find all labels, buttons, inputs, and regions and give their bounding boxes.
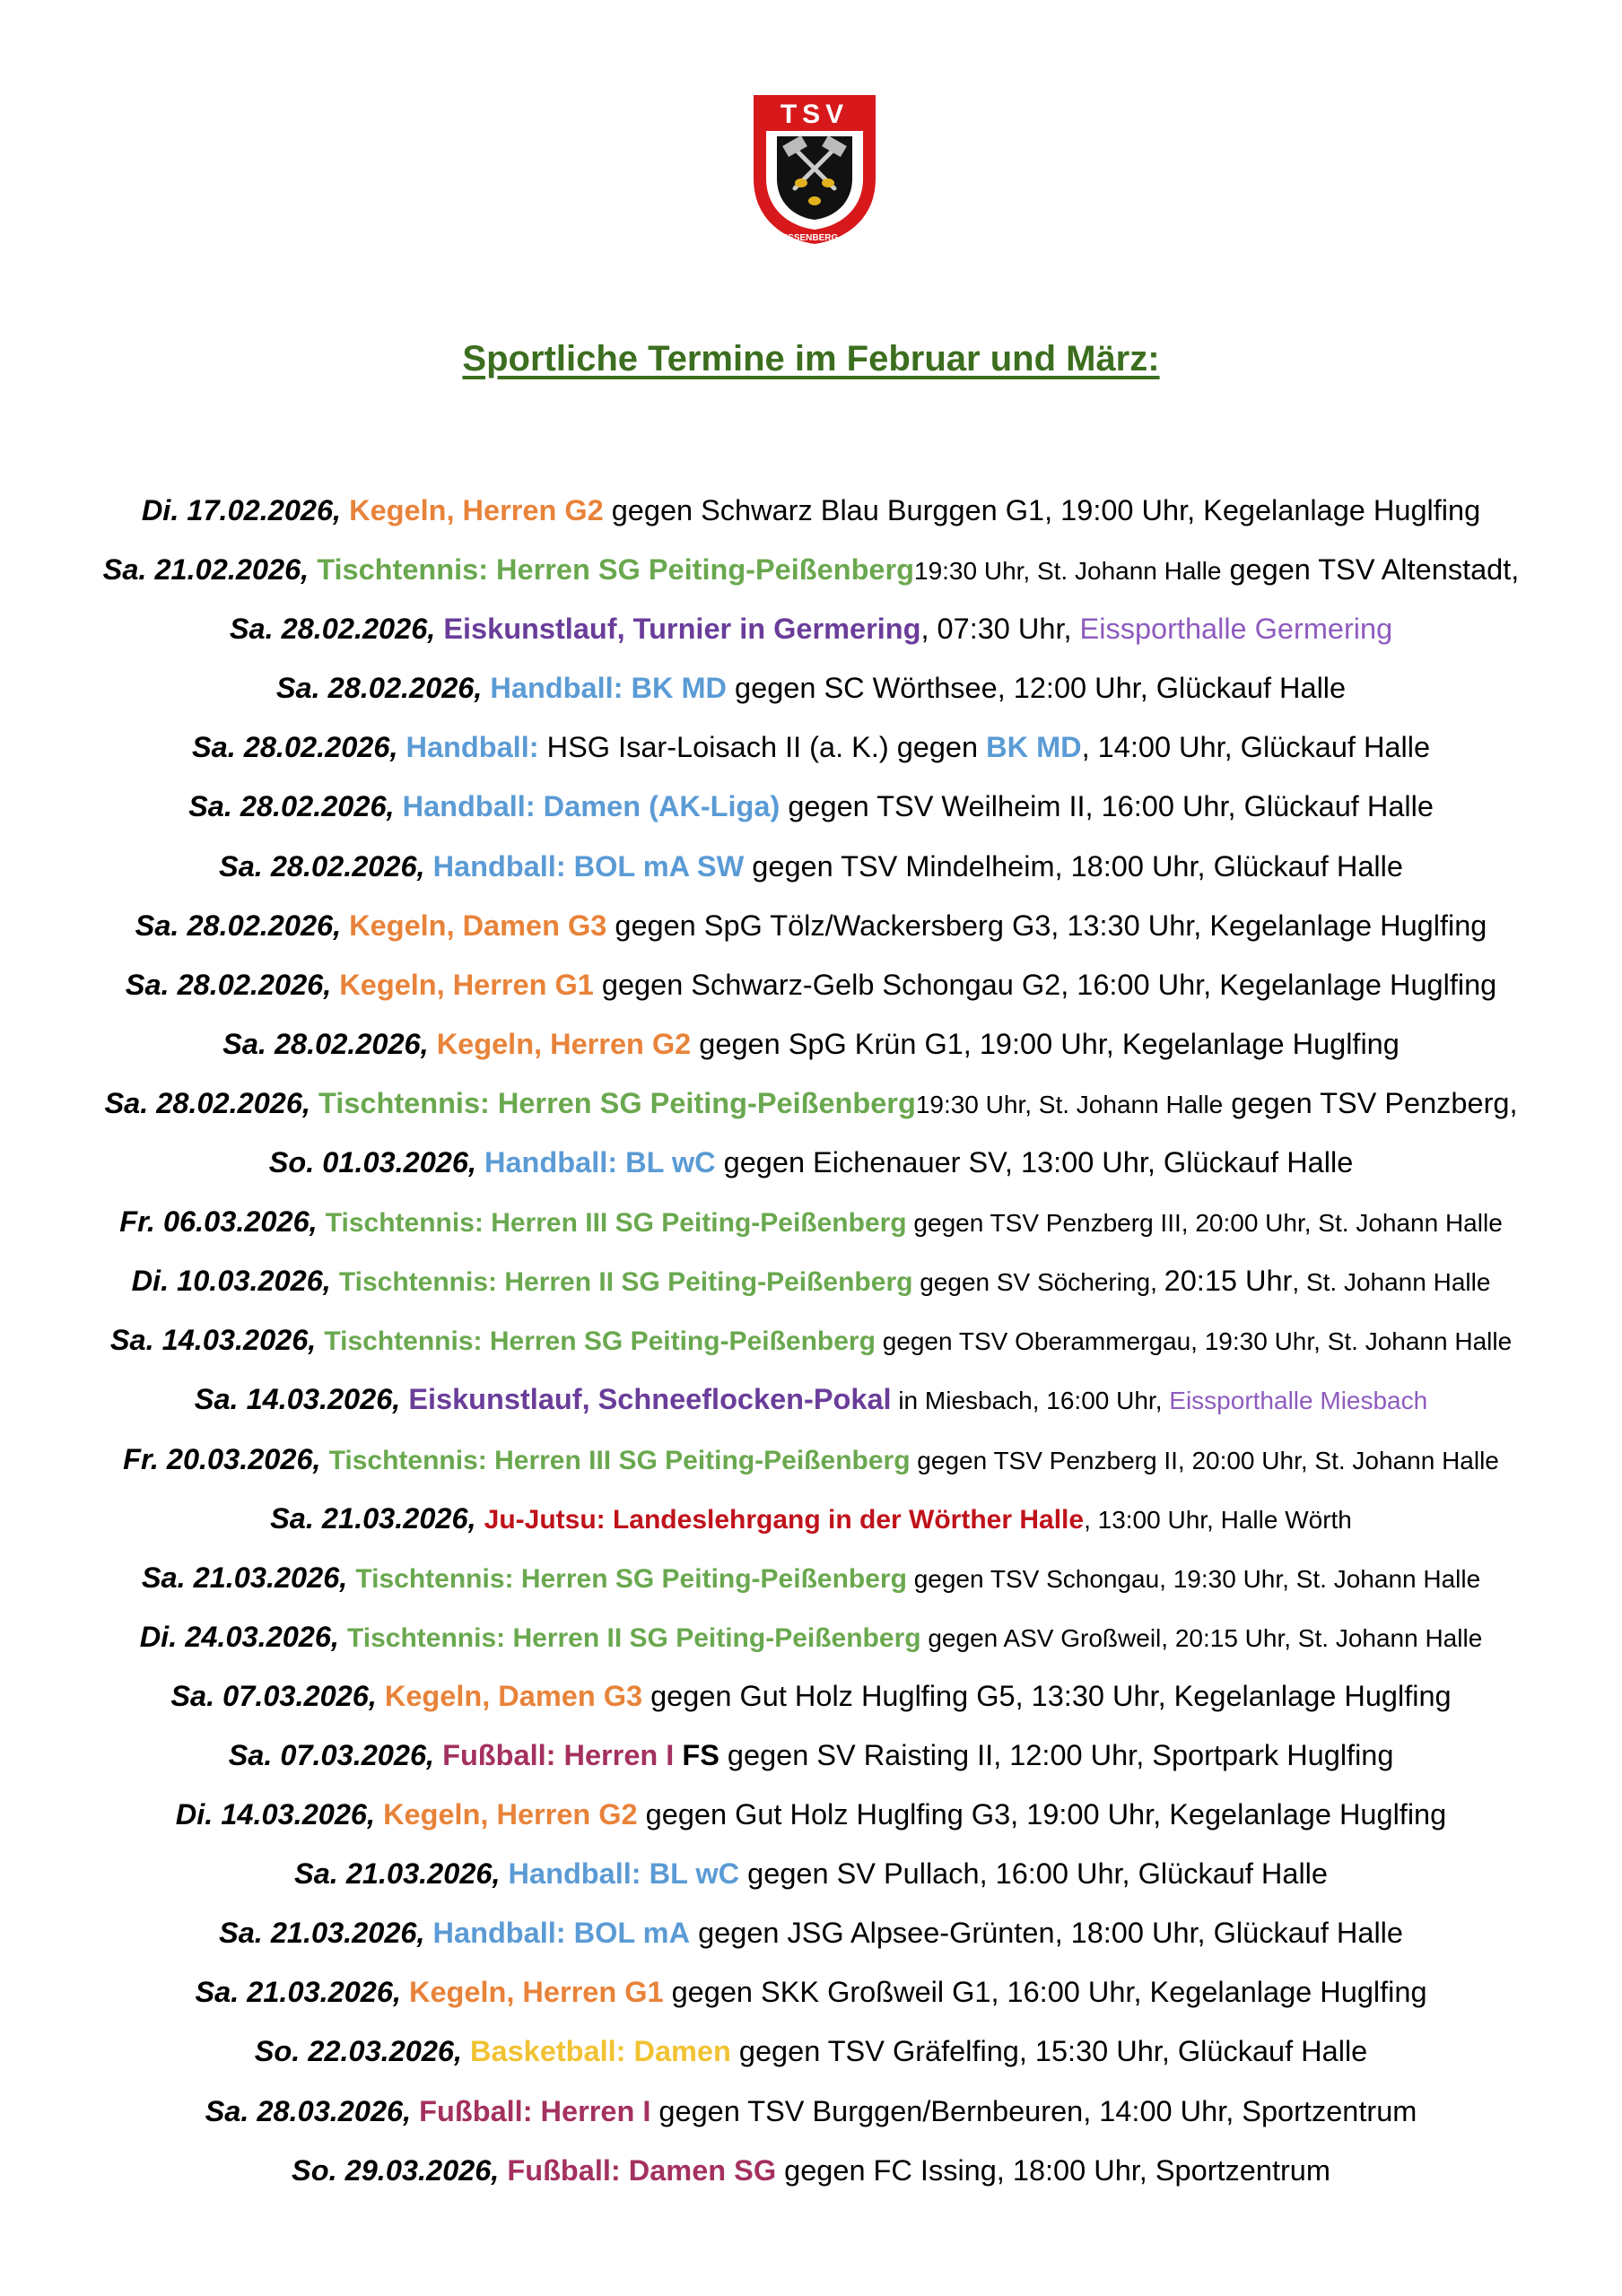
event-details: gegen TSV Schongau, 19:30 Uhr, St. Johann Halle — [906, 1564, 1481, 1593]
event-row — [0, 1734, 1622, 1793]
event-sport: Kegeln, Herren G1 — [339, 968, 594, 1001]
event-row — [0, 1497, 1622, 1556]
event-sport: Handball: — [406, 731, 539, 764]
event-row — [0, 1438, 1622, 1497]
event-details: 19:30 Uhr, St. Johann Halle — [915, 1090, 1224, 1118]
event-date: Sa. 28.03.2026, — [205, 2094, 412, 2127]
logo-ring-text: PEISSENBERG e.V. — [773, 233, 856, 243]
event-row — [0, 1378, 1622, 1437]
event-sport: Kegeln, Herren G2 — [436, 1027, 692, 1060]
event-sport: Ju-Jutsu: Landeslehrgang in der Wörther Halle — [484, 1504, 1085, 1535]
event-venue: Eissporthalle Miesbach — [1169, 1387, 1428, 1415]
event-details: , 07:30 Uhr, — [920, 613, 1080, 646]
event-details: gegen FC Issing, 18:00 Uhr, Sportzentrum — [776, 2153, 1330, 2187]
event-date: Sa. 14.03.2026, — [194, 1383, 401, 1416]
event-row — [0, 1200, 1622, 1259]
event-details: gegen TSV Penzberg III, 20:00 Uhr, St. Johann Halle — [906, 1209, 1503, 1238]
event-date: Sa. 28.02.2026, — [219, 849, 425, 883]
event-date: Sa. 07.03.2026, — [170, 1679, 377, 1712]
event-row — [0, 2090, 1622, 2149]
event-row — [0, 1082, 1622, 1141]
event-row — [0, 2149, 1622, 2208]
event-row — [0, 548, 1622, 607]
event-date: Sa. 21.03.2026, — [294, 1857, 501, 1891]
event-date: Sa. 07.03.2026, — [228, 1738, 435, 1771]
event-row — [0, 666, 1622, 726]
event-row — [0, 1674, 1622, 1734]
event-date: Fr. 06.03.2026, — [119, 1205, 318, 1239]
event-row — [0, 1022, 1622, 1082]
event-row — [0, 1556, 1622, 1615]
event-sport: Handball: BK MD — [490, 672, 728, 705]
event-details: , St. Johann Halle — [1292, 1268, 1491, 1297]
event-details: gegen JSG Alpsee-Grünten, 18:00 Uhr, Glückauf Halle — [690, 1917, 1403, 1950]
event-sport: Tischtennis: Herren SG Peiting-Peißenberg — [355, 1563, 907, 1594]
event-sport: Handball: Damen (AK-Liga) — [402, 790, 780, 823]
event-date: Sa. 21.03.2026, — [219, 1917, 425, 1950]
event-details: gegen SV Söchering, — [912, 1268, 1164, 1297]
event-sport: Kegeln, Herren G1 — [409, 1976, 664, 2009]
event-date: So. 29.03.2026, — [292, 2153, 500, 2187]
event-date: Sa. 21.03.2026, — [270, 1501, 476, 1535]
events-list — [0, 489, 1622, 2208]
event-team: FS — [674, 1738, 719, 1771]
event-details: in Miesbach, 16:00 Uhr, — [891, 1387, 1170, 1415]
event-details: gegen SC Wörthsee, 12:00 Uhr, Glückauf Halle — [727, 672, 1347, 705]
event-row — [0, 1793, 1622, 1852]
event-row — [0, 1318, 1622, 1378]
event-row — [0, 963, 1622, 1022]
event-row — [0, 489, 1622, 548]
event-details: gegen TSV Gräfelfing, 15:30 Uhr, Glückauf Halle — [730, 2035, 1368, 2068]
event-date: Di. 17.02.2026, — [141, 494, 342, 526]
event-details: gegen Eichenauer SV, 13:00 Uhr, Glückauf Halle — [715, 1146, 1354, 1179]
event-details: 20:15 Uhr — [1164, 1265, 1293, 1298]
event-sport: Handball: BL wC — [508, 1857, 740, 1891]
event-sport: Kegeln, Herren G2 — [383, 1798, 638, 1831]
event-date: Fr. 20.03.2026, — [123, 1442, 321, 1475]
event-sport: Handball: BOL mA — [432, 1917, 691, 1950]
event-date: Sa. 28.02.2026, — [135, 909, 342, 942]
event-details: gegen TSV Mindelheim, 18:00 Uhr, Glückauf Halle — [744, 849, 1403, 883]
event-date: Sa. 28.02.2026, — [229, 613, 436, 646]
page-title: Sportliche Termine im Februar und März: — [462, 339, 1160, 378]
event-row — [0, 726, 1622, 785]
event-details: gegen Gut Holz Huglfing G3, 19:00 Uhr, Kegelanlage Huglfing — [637, 1798, 1447, 1831]
event-date: Sa. 28.02.2026, — [191, 731, 398, 764]
event-sport: Handball: BOL mA SW — [432, 849, 745, 883]
event-details: gegen SV Raisting II, 12:00 Uhr, Sportpark Huglfing — [719, 1738, 1394, 1771]
event-date: Sa. 21.02.2026, — [102, 553, 310, 587]
event-details: gegen TSV Penzberg, — [1223, 1086, 1518, 1119]
event-details: gegen ASV Großweil, 20:15 Uhr, St. Johann Halle — [920, 1623, 1483, 1652]
event-row — [0, 607, 1622, 666]
event-sport: Tischtennis: Herren SG Peiting-Peißenberg — [318, 1086, 916, 1119]
event-row — [0, 1615, 1622, 1674]
event-row — [0, 785, 1622, 844]
event-date: Sa. 28.02.2026, — [125, 968, 332, 1001]
event-details: gegen SpG Tölz/Wackersberg G3, 13:30 Uhr, Kegelanlage Huglfing — [606, 909, 1487, 942]
event-details: gegen TSV Oberammergau, 19:30 Uhr, St. Johann Halle — [875, 1327, 1513, 1356]
event-details: gegen SpG Krün G1, 19:00 Uhr, Kegelanlage Huglfing — [691, 1027, 1400, 1060]
event-sport: Eiskunstlauf, Turnier in Germering — [443, 613, 921, 646]
event-row — [0, 845, 1622, 904]
event-row — [0, 1259, 1622, 1318]
event-details: gegen Schwarz Blau Burggen G1, 19:00 Uhr, Kegelanlage Huglfing — [603, 494, 1481, 526]
event-sport: Fußball: Damen SG — [507, 2153, 777, 2187]
event-sport: Tischtennis: Herren II SG Peiting-Peißenberg — [338, 1267, 913, 1298]
event-details: gegen TSV Penzberg II, 20:00 Uhr, St. Johann Halle — [910, 1446, 1499, 1474]
event-row — [0, 1911, 1622, 1970]
event-sport: Kegeln, Damen G3 — [349, 909, 607, 942]
event-date: So. 01.03.2026, — [268, 1146, 476, 1179]
event-sport: Tischtennis: Herren III SG Peiting-Peißenberg — [325, 1208, 907, 1239]
event-team: BK MD — [986, 731, 1082, 764]
event-details: gegen TSV Burggen/Bernbeuren, 14:00 Uhr, Sportzentrum — [650, 2094, 1417, 2127]
event-details: gegen SV Pullach, 16:00 Uhr, Glückauf Halle — [739, 1857, 1328, 1891]
event-date: Sa. 28.02.2026, — [275, 672, 483, 705]
event-sport: Tischtennis: Herren II SG Peiting-Peißenberg — [346, 1622, 921, 1653]
event-details: gegen SKK Großweil G1, 16:00 Uhr, Kegelanlage Huglfing — [663, 1976, 1427, 2009]
event-row — [0, 1141, 1622, 1200]
event-sport: Kegeln, Damen G3 — [384, 1679, 643, 1712]
event-date: Di. 14.03.2026, — [175, 1798, 376, 1831]
event-details: HSG Isar-Loisach II (a. K.) gegen — [538, 731, 987, 764]
event-details: gegen TSV Weilheim II, 16:00 Uhr, Glückauf Halle — [780, 790, 1434, 823]
event-date: So. 22.03.2026, — [254, 2035, 463, 2068]
event-details: gegen Schwarz-Gelb Schongau G2, 16:00 Uhr, Kegelanlage Huglfing — [593, 968, 1497, 1001]
event-sport: Handball: BL wC — [484, 1146, 716, 1179]
event-date: Sa. 28.02.2026, — [222, 1027, 429, 1060]
event-details: , 13:00 Uhr, Halle Wörth — [1084, 1505, 1352, 1534]
event-venue: Eissporthalle Germering — [1079, 613, 1393, 646]
event-details: gegen Gut Holz Huglfing G5, 13:30 Uhr, Kegelanlage Huglfing — [642, 1679, 1452, 1712]
tsv-logo — [752, 93, 877, 246]
event-row — [0, 904, 1622, 963]
event-details: , 14:00 Uhr, Glückauf Halle — [1081, 731, 1431, 764]
event-row — [0, 1852, 1622, 1911]
event-date: Sa. 21.03.2026, — [141, 1561, 348, 1594]
event-date: Sa. 28.02.2026, — [104, 1086, 310, 1119]
event-sport: Fußball: Herren I — [442, 1738, 675, 1771]
event-date: Di. 24.03.2026, — [139, 1620, 339, 1653]
event-sport: Eiskunstlauf, Schneeflocken-Pokal — [408, 1383, 892, 1416]
event-sport: Kegeln, Herren G2 — [349, 494, 604, 526]
logo-tsv-text: TSV — [780, 100, 850, 129]
event-sport: Tischtennis: Herren III SG Peiting-Peißenberg — [328, 1445, 911, 1475]
event-date: Sa. 21.03.2026, — [195, 1976, 401, 2009]
event-row — [0, 1970, 1622, 2030]
event-sport: Tischtennis: Herren SG Peiting-Peißenberg — [324, 1326, 876, 1357]
event-sport: Basketball: Damen — [470, 2035, 731, 2068]
event-details: 19:30 Uhr, St. Johann Halle — [914, 557, 1222, 586]
event-row — [0, 2030, 1622, 2089]
event-sport: Fußball: Herren I — [419, 2094, 651, 2127]
event-date: Sa. 28.02.2026, — [188, 790, 395, 823]
event-date: Di. 10.03.2026, — [131, 1265, 331, 1298]
event-details: gegen TSV Altenstadt, — [1221, 553, 1520, 587]
event-date: Sa. 14.03.2026, — [109, 1324, 317, 1357]
event-sport: Tischtennis: Herren SG Peiting-Peißenberg — [317, 553, 914, 587]
